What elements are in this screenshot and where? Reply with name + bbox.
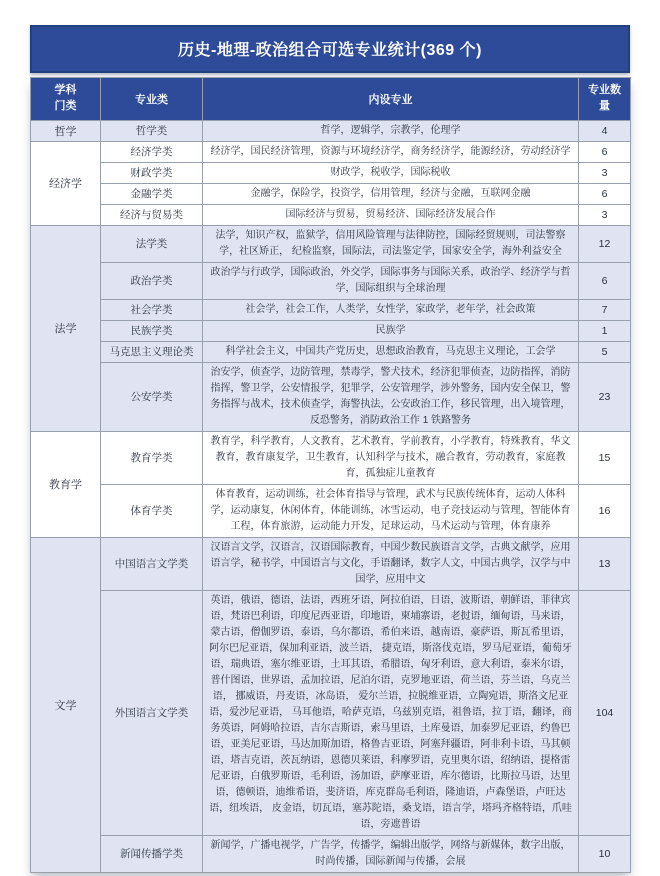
- table-row: [31, 320, 631, 341]
- header-label: 内设专业: [368, 93, 413, 106]
- table-row: [31, 341, 631, 362]
- table-row: [31, 204, 631, 225]
- header-included-majors: [203, 78, 579, 121]
- majors-cell: 财政学，税收学，国际税收: [203, 162, 579, 183]
- major-class-cell: 金融学类: [101, 183, 203, 204]
- major-class-cell: 公安学类: [101, 362, 203, 431]
- table-row: [31, 537, 631, 590]
- category-cell: 经济学: [31, 141, 101, 225]
- major-class-cell: 民族学类: [101, 320, 203, 341]
- major-class-cell: 体育学类: [101, 484, 203, 537]
- category-cell: 文学: [31, 537, 101, 872]
- table-row: [31, 484, 631, 537]
- table-body: [31, 120, 631, 872]
- category-cell: 教育学: [31, 431, 101, 537]
- major-class-cell: 财政学类: [101, 162, 203, 183]
- header-subject-category: [31, 78, 101, 121]
- majors-cell: 金融学，保险学，投资学，信用管理，经济与金融，互联网金融: [203, 183, 579, 204]
- count-cell: 4: [579, 120, 631, 141]
- table-row: [31, 120, 631, 141]
- majors-cell: 哲学，逻辑学，宗教学，伦理学: [203, 120, 579, 141]
- header-label: 专业类: [135, 93, 168, 106]
- count-cell: 3: [579, 204, 631, 225]
- count-cell: 6: [579, 262, 631, 299]
- majors-cell: 法学，知识产权，监狱学，信用风险管理与法律防控，国际经贸规则，司法警察学，社区矫正， 纪检监察，国际法，司法鉴定学，国家安全学，海外利益安全: [203, 225, 579, 262]
- majors-cell: 政治学与行政学，国际政治，外交学，国际事务与国际关系，政治学、经济学与哲学，国际组织与全球治理: [203, 262, 579, 299]
- table-row: [31, 590, 631, 835]
- count-cell: 10: [579, 835, 631, 872]
- majors-cell: 体育教育，运动训练，社会体育指导与管理，武术与民族传统体育，运动人体科学，运动康复，休闲体育，体能训练，冰雪运动，电子竞技运动与管理，智能体育工程，体育旅游，运动能力开发，足球运动，马术运动与管理，体育康养: [203, 484, 579, 537]
- table-row: [31, 835, 631, 872]
- category-cell: 法学: [31, 225, 101, 431]
- major-class-cell: 新闻传播学类: [101, 835, 203, 872]
- majors-cell: 国际经济与贸易，贸易经济、国际经济发展合作: [203, 204, 579, 225]
- count-cell: 6: [579, 141, 631, 162]
- table-row: [31, 183, 631, 204]
- count-cell: 7: [579, 299, 631, 320]
- header-major-count: [579, 78, 631, 121]
- table-row: [31, 225, 631, 262]
- table-row: [31, 262, 631, 299]
- major-class-cell: 法学类: [101, 225, 203, 262]
- count-cell: 12: [579, 225, 631, 262]
- major-class-cell: 马克思主义理论类: [101, 341, 203, 362]
- table-row: [31, 141, 631, 162]
- major-class-cell: 教育学类: [101, 431, 203, 484]
- majors-cell: 民族学: [203, 320, 579, 341]
- count-cell: 1: [579, 320, 631, 341]
- table-row: [31, 431, 631, 484]
- table-header: [31, 78, 631, 121]
- count-cell: 104: [579, 590, 631, 835]
- majors-cell: 汉语言文学，汉语言，汉语国际教育，中国少数民族语言文学，古典文献学，应用语言学，秘书学，中国语言与文化，手语翻译，数字人文，中国古典学，汉学与中国学，应用中文: [203, 537, 579, 590]
- table-row: [31, 362, 631, 431]
- majors-cell: 教育学，科学教育，人文教育，艺术教育，学前教育，小学教育，特殊教育，华文教育，教育康复学，卫生教育，认知科学与技术，融合教育，劳动教育，家庭教育，孤独症儿童教育: [203, 431, 579, 484]
- table-row: [31, 162, 631, 183]
- header-major-class: [101, 78, 203, 121]
- table-title: 历史-地理-政治组合可选专业统计(369 个): [178, 42, 482, 59]
- header-label: 学科门类: [54, 84, 77, 112]
- header-label: 专业数量: [588, 84, 621, 112]
- count-cell: 15: [579, 431, 631, 484]
- major-class-cell: 经济与贸易类: [101, 204, 203, 225]
- majors-cell: 经济学，国民经济管理，资源与环境经济学，商务经济学，能源经济，劳动经济学: [203, 141, 579, 162]
- table-title-bar: [30, 25, 630, 73]
- majors-cell: 科学社会主义，中国共产党历史，思想政治教育，马克思主义理论，工会学: [203, 341, 579, 362]
- count-cell: 13: [579, 537, 631, 590]
- majors-cell: 治安学，侦查学，边防管理，禁毒学，警犬技术，经济犯罪侦查，边防指挥，消防指挥，警卫学，公安情报学，犯罪学，公安管理学，涉外警务，国内安全保卫，警务指挥与战术，技术侦查学，海警执法，公安政治工作，移民管理，出入境管理，反恐警务，消防政治工作 1 铁路警务: [203, 362, 579, 431]
- count-cell: 23: [579, 362, 631, 431]
- major-class-cell: 经济学类: [101, 141, 203, 162]
- count-cell: 6: [579, 183, 631, 204]
- category-cell: 哲学: [31, 120, 101, 141]
- majors-cell: 新闻学，广播电视学，广告学，传播学，编辑出版学，网络与新媒体，数字出版，时尚传播，国际新闻与传播，会展: [203, 835, 579, 872]
- count-cell: 3: [579, 162, 631, 183]
- majors-table: [30, 77, 631, 873]
- majors-cell: 社会学，社会工作，人类学，女性学，家政学，老年学，社会政策: [203, 299, 579, 320]
- major-class-cell: 政治学类: [101, 262, 203, 299]
- major-class-cell: 哲学类: [101, 120, 203, 141]
- count-cell: 16: [579, 484, 631, 537]
- major-class-cell: 中国语言文学类: [101, 537, 203, 590]
- majors-cell: 英语，俄语，德语，法语，西班牙语，阿拉伯语，日语，波斯语，朝鲜语，菲律宾语，梵语巴利语，印度尼西亚语，印地语，柬埔寨语，老挝语，缅甸语，马来语，蒙古语，僧伽罗语，泰语，乌尔都语，希伯来语，越南语，豪萨语，斯瓦希里语，阿尔巴尼亚语，保加利亚语，波兰语， 捷克语，斯洛伐克语，罗马尼亚语，葡萄牙语，瑞典语，塞尔维亚语，土耳其语，希腊语，匈牙利语，意大利语，泰米尔语，普什图语，世界语，孟加拉语，尼泊尔语，克罗地亚语，荷兰语，芬兰语，乌克兰语， 挪威语，丹麦语，冰岛语， 爱尔兰语，拉脱维亚语，立陶宛语，斯洛文尼亚语，爱沙尼亚语， 马耳他语，哈萨克语，乌兹别克语，祖鲁语，拉丁语，翻译，商务英语，阿姆哈拉语，吉尔吉斯语，索马里语，土库曼语，加泰罗尼亚语，约鲁巴语，亚美尼亚语，马达加斯加语，格鲁吉亚语，阿塞拜疆语，阿非利卡语，马其顿语，塔吉克语，茨瓦纳语，恩德贝莱语，科摩罗语，克里奥尔语，绍纳语，提格雷尼亚语，白俄罗斯语，毛利语，汤加语，萨摩亚语，库尔德语，比斯拉马语，达里语，德顿语，迪维希语，斐济语，库克群岛毛利语，隆迪语，卢森堡语，卢旺达语，纽埃语， 皮金语，切瓦语，塞苏陀语，桑戈语，语言学，塔玛齐格特语，爪哇语，旁遮普语: [203, 590, 579, 835]
- major-class-cell: 外国语言文学类: [101, 590, 203, 835]
- header-row: [31, 78, 631, 121]
- table-row: [31, 299, 631, 320]
- major-class-cell: 社会学类: [101, 299, 203, 320]
- count-cell: 5: [579, 341, 631, 362]
